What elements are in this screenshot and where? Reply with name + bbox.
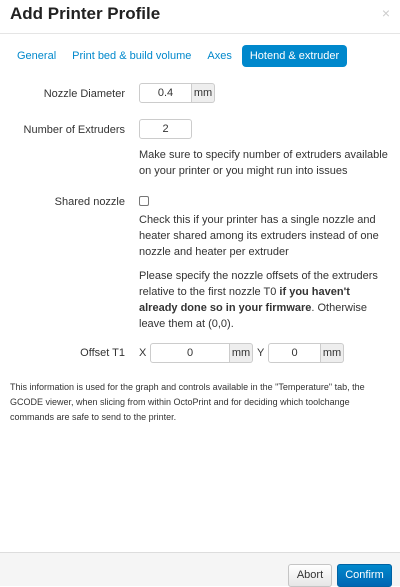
offset-t1-label: Offset T1 xyxy=(80,347,125,359)
tab-bar xyxy=(11,45,351,67)
nozzle-diameter-label: Nozzle Diameter xyxy=(43,88,125,100)
modal-header xyxy=(0,0,400,33)
offset-y-label: Y xyxy=(257,347,265,359)
offset-x-unit: mm xyxy=(230,343,253,363)
modal-title: Add Printer Profile xyxy=(10,4,161,23)
offset-help-bold: if you haven't already done so in your firmware xyxy=(139,286,350,314)
nozzle-diameter-input[interactable] xyxy=(139,83,192,103)
nozzle-diameter-unit: mm xyxy=(192,83,215,103)
shared-nozzle-checkbox[interactable] xyxy=(139,196,149,206)
header-divider xyxy=(0,33,400,34)
tab-hotend-extruder[interactable]: Hotend & extruder xyxy=(242,45,347,67)
extruders-input[interactable] xyxy=(139,119,192,139)
tab-general[interactable]: General xyxy=(17,50,57,62)
shared-nozzle-label: Shared nozzle xyxy=(54,196,125,208)
offset-help-start: Please specify the nozzle offsets of the extruders relative to the first nozzle T0 xyxy=(139,270,378,298)
tab-axes[interactable]: Axes xyxy=(207,50,232,62)
extruders-help: Make sure to specify number of extruders available on your printer or you might run into issues xyxy=(139,149,388,177)
shared-nozzle-help: Check this if your printer has a single nozzle and heater shared among its extruders instead of one nozzle and heater per extruder xyxy=(139,214,379,258)
offset-y-input[interactable] xyxy=(268,343,321,363)
info-text: This information is used for the graph and controls available in the "Temperature" tab, the GCODE viewer, when slicing from within OctoPrint and for deciding which toolchange commands are safe to send to the printer. xyxy=(10,382,365,422)
confirm-button[interactable]: Confirm xyxy=(337,564,392,587)
close-icon[interactable]: × xyxy=(381,5,390,21)
abort-button[interactable]: Abort xyxy=(288,564,332,587)
offset-help xyxy=(139,268,389,332)
tab-print-bed[interactable]: Print bed & build volume xyxy=(72,50,192,62)
offset-help-end: . Otherwise leave them at (0,0). xyxy=(139,302,368,330)
offset-x-label: X xyxy=(139,347,147,359)
offset-x-input[interactable] xyxy=(150,343,230,363)
extruders-label: Number of Extruders xyxy=(23,124,125,136)
offset-y-unit: mm xyxy=(321,343,344,363)
